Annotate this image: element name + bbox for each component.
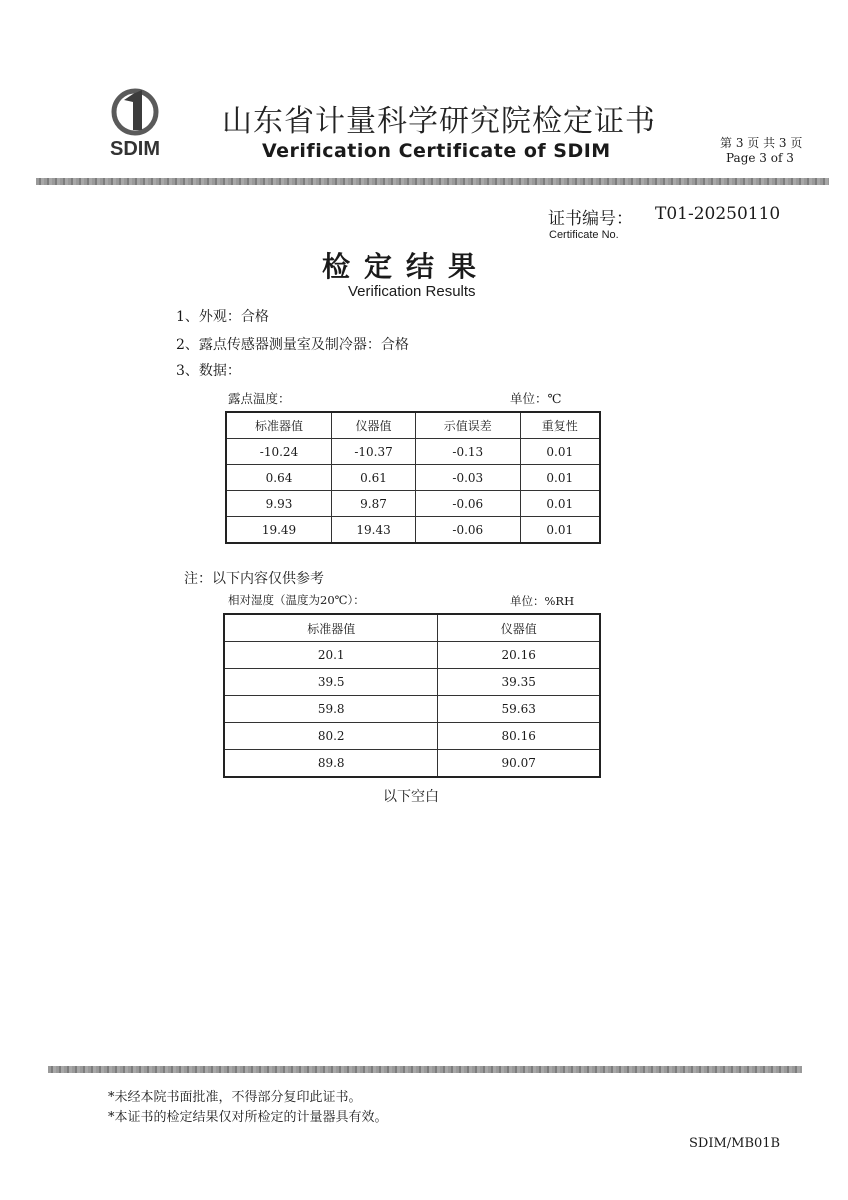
results-heading-en: Verification Results	[348, 283, 476, 300]
table-cell: 59.8	[224, 696, 438, 723]
table-cell: 20.1	[224, 642, 438, 669]
table-header-cell: 仪器值	[332, 412, 416, 439]
table-cell: 59.63	[438, 696, 600, 723]
table-header-cell: 示值误差	[416, 412, 520, 439]
footer-divider	[48, 1066, 802, 1073]
table-cell: 0.01	[520, 439, 600, 465]
table-cell: 20.16	[438, 642, 600, 669]
table-header-row	[226, 412, 600, 439]
table-cell: 0.01	[520, 491, 600, 517]
table-header-cell: 仪器值	[438, 614, 600, 642]
table-cell: 39.35	[438, 669, 600, 696]
table-cell: -10.37	[332, 439, 416, 465]
table-cell: -10.24	[226, 439, 332, 465]
table-row	[226, 439, 600, 465]
logo-text: SDIM	[110, 138, 160, 160]
table-header-row	[224, 614, 600, 642]
table-header-cell: 标准器值	[226, 412, 332, 439]
page-indicator-cn: 第 3 页 共 3 页	[720, 136, 803, 150]
result-item-appearance: 1、外观：合格	[176, 309, 269, 325]
result-item-data: 3、数据：	[176, 363, 241, 379]
table-row	[224, 723, 600, 750]
dew-point-table	[225, 411, 601, 544]
certificate-title-cn: 山东省计量科学研究院检定证书	[222, 104, 656, 139]
table-cell: -0.06	[416, 517, 520, 544]
certificate-number: T01-20250110	[655, 204, 781, 224]
humidity-table	[223, 613, 601, 778]
sdim-logo	[100, 88, 170, 163]
table-cell: 0.61	[332, 465, 416, 491]
table-cell: 90.07	[438, 750, 600, 778]
table-row	[224, 669, 600, 696]
table-cell: 9.93	[226, 491, 332, 517]
table-cell: 19.43	[332, 517, 416, 544]
table-cell: 9.87	[332, 491, 416, 517]
table-row	[224, 642, 600, 669]
footer-note-validity: *本证书的检定结果仅对所检定的计量器具有效。	[108, 1110, 388, 1125]
certificate-number-label: 证书编号：	[548, 209, 633, 229]
table-header-cell: 标准器值	[224, 614, 438, 642]
blank-below-marker: 以下空白	[383, 789, 439, 805]
table-header-cell: 重复性	[520, 412, 600, 439]
table-row	[226, 465, 600, 491]
footer-note-copy: *未经本院书面批准，不得部分复印此证书。	[108, 1090, 362, 1105]
table-cell: 0.01	[520, 465, 600, 491]
humidity-unit: 单位：%RH	[510, 594, 575, 608]
form-code: SDIM/MB01B	[689, 1136, 781, 1151]
certificate-number-label-en: Certificate No.	[549, 229, 619, 241]
humidity-caption: 相对湿度（温度为20℃）：	[228, 593, 365, 607]
table-cell: 80.2	[224, 723, 438, 750]
table-row	[224, 696, 600, 723]
page-indicator-en: Page 3 of 3	[726, 151, 794, 165]
table-cell: -0.03	[416, 465, 520, 491]
table-cell: 0.01	[520, 517, 600, 544]
dew-point-caption: 露点温度：	[228, 391, 291, 406]
table-cell: 19.49	[226, 517, 332, 544]
table-cell: 39.5	[224, 669, 438, 696]
sdim-logo-icon	[100, 88, 170, 163]
table-cell: 80.16	[438, 723, 600, 750]
dew-point-unit: 单位：℃	[510, 391, 562, 406]
table-cell: -0.06	[416, 491, 520, 517]
header-divider	[36, 178, 829, 185]
reference-note: 注：以下内容仅供参考	[184, 571, 324, 587]
results-heading-cn: 检定结果	[322, 250, 491, 283]
table-cell: 0.64	[226, 465, 332, 491]
table-row	[226, 517, 600, 544]
certificate-title-en: Verification Certificate of SDIM	[262, 140, 611, 162]
table-row	[224, 750, 600, 778]
table-row	[226, 491, 600, 517]
result-item-sensor: 2、露点传感器测量室及制冷器：合格	[176, 337, 409, 353]
table-cell: -0.13	[416, 439, 520, 465]
table-cell: 89.8	[224, 750, 438, 778]
